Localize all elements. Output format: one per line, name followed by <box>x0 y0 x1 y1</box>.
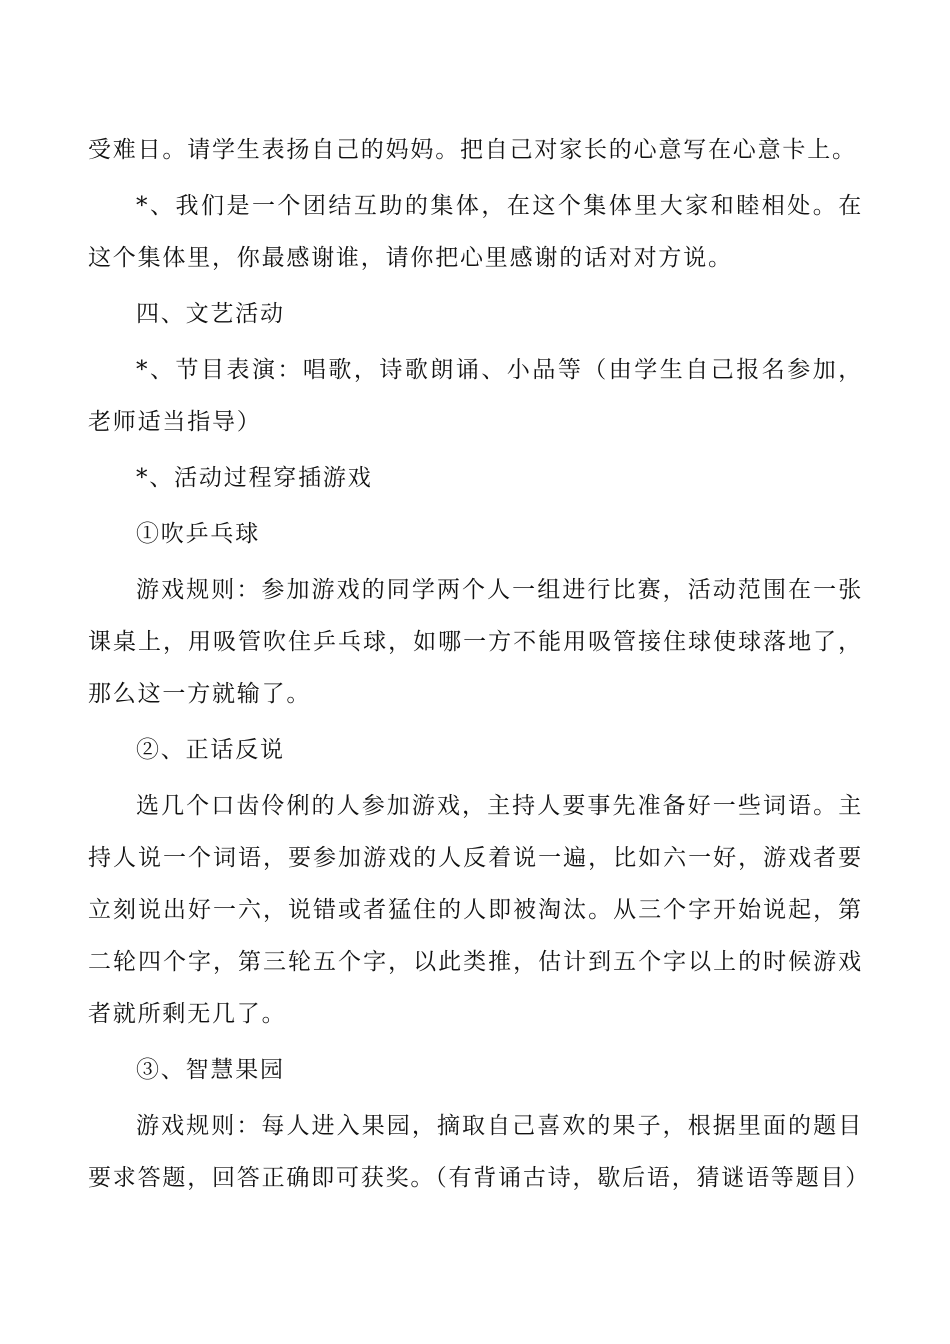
paragraph-7: 游戏规则：参加游戏的同学两个人一组进行比赛，活动范围在一张课桌上，用吸管吹住乒乓球，如哪一方不能用吸管接住球使球落地了，那么这一方就输了。 <box>88 577 863 707</box>
game-heading-2: ②、正话反说 <box>136 737 285 763</box>
paragraph-9: 选几个口齿伶俐的人参加游戏，主持人要事先准备好一些词语。主持人说一个词语，要参加游戏的人反着说一遍，比如六一好，游戏者要立刻说出好一六，说错或者猛住的人即被淘汰。从三个字开始说起，第二轮四个字，第三轮五个字，以此类推，估计到五个字以上的时候游戏者就所剩无几了。 <box>88 793 863 1027</box>
section-heading-arts: 四、文艺活动 <box>136 301 285 327</box>
document-body <box>88 124 871 1208</box>
paragraph-2: *、我们是一个团结互助的集体，在这个集体里大家和睦相处。在这个集体里，你最感谢谁，请你把心里感谢的话对对方说。 <box>88 193 863 271</box>
paragraph-11: 游戏规则：每人进入果园，摘取自己喜欢的果子，根据里面的题目要求答题，回答正确即可获奖。（有背诵古诗，歇后语，猜谜语等题目） <box>88 1113 871 1191</box>
paragraph-1: 受难日。请学生表扬自己的妈妈。把自己对家长的心意写在心意卡上。 <box>88 137 857 163</box>
paragraph-4: *、节目表演：唱歌，诗歌朗诵、小品等（由学生自己报名参加，老师适当指导） <box>88 357 863 435</box>
game-heading-3: ③、智慧果园 <box>136 1057 285 1083</box>
game-heading-1: ①吹乒乓球 <box>136 521 260 547</box>
paragraph-5: *、活动过程穿插游戏 <box>136 465 373 491</box>
